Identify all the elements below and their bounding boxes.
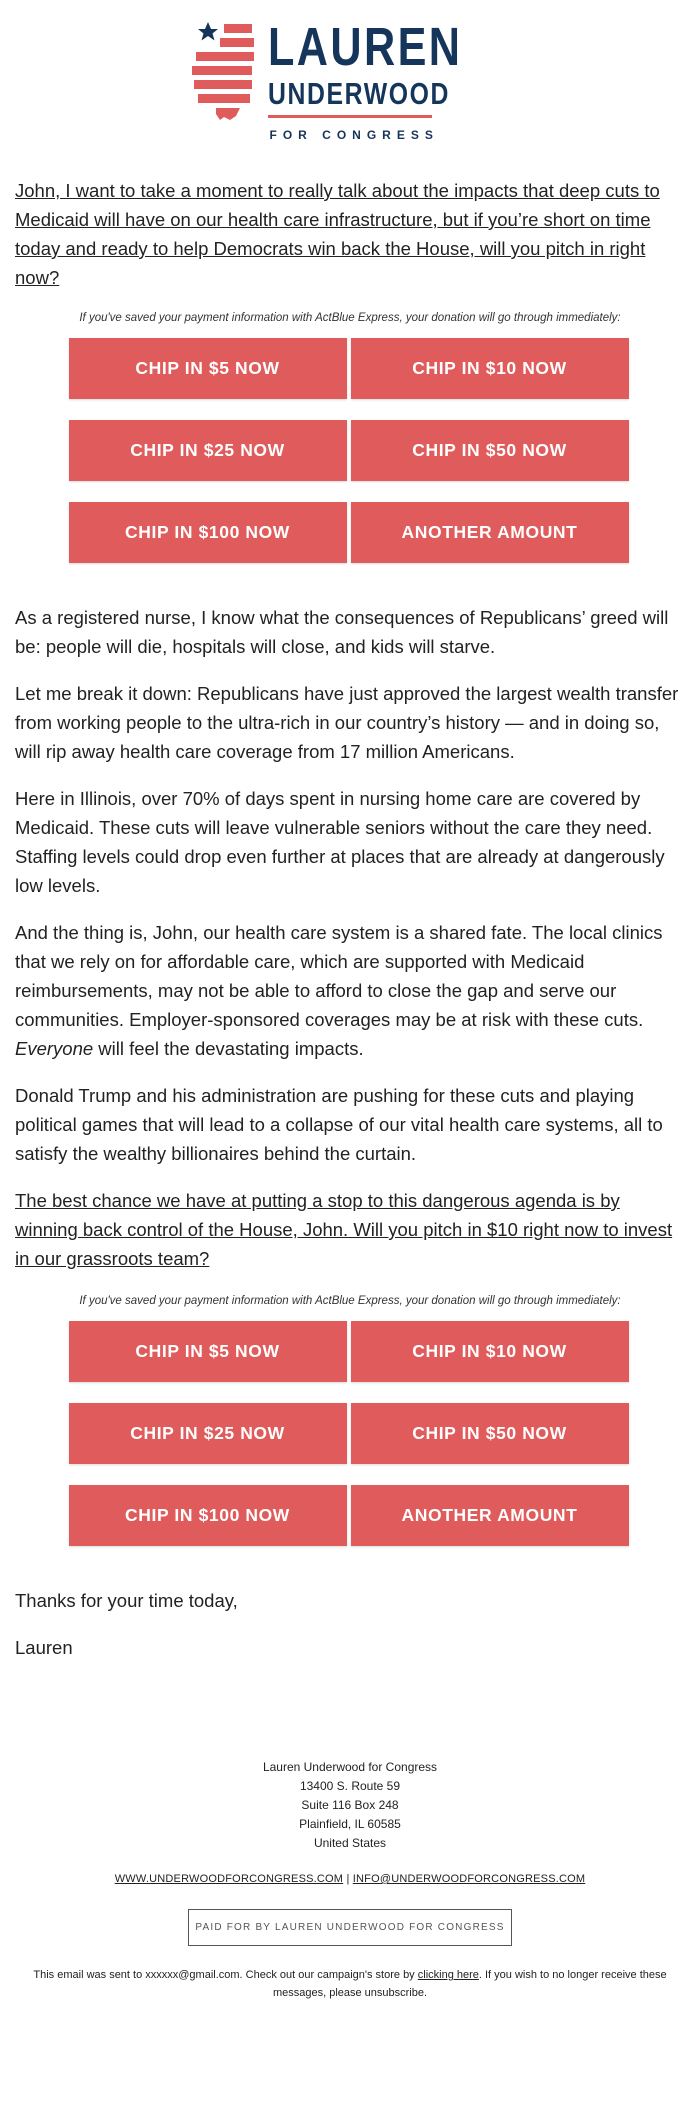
donation-buttons-bottom (69, 1321, 632, 1546)
logo-name-first: LAUREN (267, 17, 462, 77)
chip-in-10-button[interactable]: CHIP IN $10 NOW (351, 1321, 629, 1382)
body-paragraph: As a registered nurse, I know what the consequences of Republicans’ greed will be: people will die, hospitals will close, and kids will starve. (15, 607, 669, 657)
logo-subtitle: FOR CONGRESS (269, 128, 439, 142)
actblue-express-note: If you've saved your payment information with ActBlue Express, your donation will go through immediately: (79, 312, 621, 324)
chip-in-50-button[interactable]: CHIP IN $50 NOW (351, 1403, 629, 1464)
chip-in-25-button[interactable]: CHIP IN $25 NOW (69, 420, 347, 481)
disclaimer-text: . If you wish to no longer receive these messages, please unsubscribe. (272, 1969, 667, 1999)
chip-in-25-button[interactable]: CHIP IN $25 NOW (69, 1403, 347, 1464)
emphasis-text: Everyone (15, 1038, 94, 1059)
footer (0, 1758, 700, 2002)
body-paragraph (15, 918, 685, 1063)
street-address: 13400 S. Route 59 (299, 1779, 401, 1793)
chip-in-5-button[interactable]: CHIP IN $5 NOW (69, 338, 347, 399)
website-link[interactable]: WWW.UNDERWOODFORCONGRESS.COM (114, 1873, 344, 1885)
footer-links (0, 1873, 700, 1885)
body-paragraph: Here in Illinois, over 70% of days spent in nursing home care are covered by Medicaid. These cuts will leave vulnerable seniors without the care they need. Staffing levels could drop even further at places that are already at dangerously low levels. (15, 788, 665, 896)
illinois-flag-icon (190, 20, 256, 132)
mailing-address (0, 1758, 700, 1853)
body-paragraph: Let me break it down: Republicans have just approved the largest wealth transfer from working people to the ultra-rich in our country’s history — and in doing so, will rip away health care coverage from 17 million Americans. (15, 683, 679, 762)
signoff-text: Lauren (15, 1637, 73, 1658)
chip-in-10-button[interactable]: CHIP IN $10 NOW (351, 338, 629, 399)
actblue-express-note: If you've saved your payment information with ActBlue Express, your donation will go through immediately: (79, 1295, 621, 1307)
suite-address: Suite 116 Box 248 (301, 1798, 399, 1812)
country: United States (313, 1836, 387, 1850)
chip-in-5-button[interactable]: CHIP IN $5 NOW (69, 1321, 347, 1382)
disclaimer (30, 1966, 670, 2002)
cta-link[interactable]: The best chance we have at putting a stop to this dangerous agenda is by winning back control of the House, John. Will you pitch in $10 right now to invest in our grassroots team? (15, 1190, 673, 1269)
chip-in-50-button[interactable]: CHIP IN $50 NOW (351, 420, 629, 481)
body-text: will feel the devastating impacts. (93, 1038, 364, 1059)
logo-name-last: UNDERWOOD (267, 76, 450, 111)
lead-link[interactable]: John, I want to take a moment to really talk about the impacts that deep cuts to Medicaid will have on our health care infrastructure, but if you’re short on time today and ready to help Democrats win back the House, will you pitch in right now? (15, 180, 660, 288)
chip-in-100-button[interactable]: CHIP IN $100 NOW (69, 502, 347, 563)
body-text: And the thing is, John, our health care system is a shared fate. The local clinics that we rely on for affordable care, which are supported with Medicaid reimbursements, may not be able to afford to close the gap and serve our communities. Employer-sponsored coverages may be at risk with these cuts. (15, 922, 663, 1030)
thanks-text: Thanks for your time today, (15, 1590, 238, 1611)
disclaimer-text: This email was sent to xxxxxx@gmail.com. Check out our campaign's store by (33, 1969, 418, 1981)
link-separator: | (346, 1873, 350, 1885)
chip-in-100-button[interactable]: CHIP IN $100 NOW (69, 1485, 347, 1546)
another-amount-button[interactable]: ANOTHER AMOUNT (351, 502, 629, 563)
paid-for-box: PAID FOR BY LAUREN UNDERWOOD FOR CONGRESS (188, 1909, 511, 1946)
donation-buttons-top (69, 338, 632, 563)
campaign-logo (0, 0, 700, 142)
org-name: Lauren Underwood for Congress (262, 1760, 438, 1774)
city-address: Plainfield, IL 60585 (299, 1817, 401, 1831)
store-link[interactable]: clicking here (417, 1969, 479, 1981)
logo-rule (268, 115, 432, 118)
body-paragraph: Donald Trump and his administration are pushing for these cuts and playing political games that will lead to a collapse of our vital health care systems, all to satisfy the wealthy billionaires behind the curtain. (15, 1085, 663, 1164)
email-link[interactable]: INFO@UNDERWOODFORCONGRESS.COM (352, 1873, 586, 1885)
another-amount-button[interactable]: ANOTHER AMOUNT (351, 1485, 629, 1546)
